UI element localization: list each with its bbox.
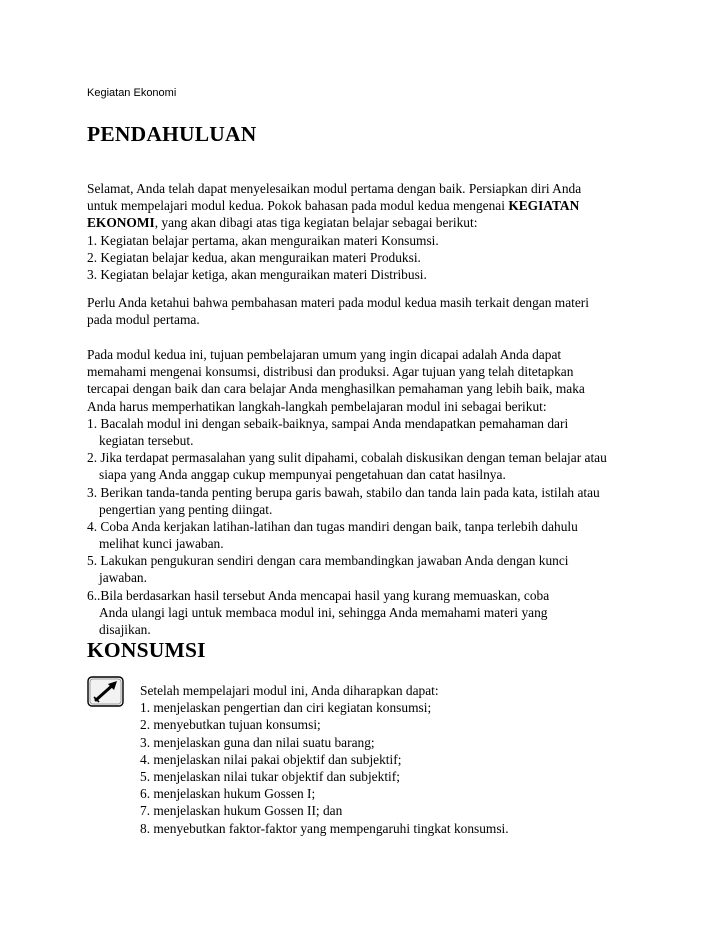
guide-line: memahami mengenai konsumsi, distribusi dan produksi. Agar tujuan yang telah ditetapkan (87, 364, 574, 380)
intro-paragraph (87, 180, 581, 283)
intro-line: Selamat, Anda telah dapat menyelesaikan modul pertama dengan baik. Persiapkan diri Anda (87, 181, 582, 196)
intro-text: untuk mempelajari modul kedua. Pokok bahasan pada modul kedua mengenai (87, 198, 509, 214)
step-item: 5. Lakukan pengukuran sendiri dengan cara membandingkan jawaban Anda dengan kunci (87, 553, 569, 569)
list-item: 2. Kegiatan belajar kedua, akan menguraikan materi Produksi. (87, 249, 421, 265)
objective-item: 5. menjelaskan nilai tukar objektif dan subjektif; (140, 768, 400, 784)
step-item: 3. Berikan tanda-tanda penting berupa garis bawah, stabilo dan tanda lain pada kata, istilah atau (87, 484, 600, 500)
intro-text: , yang akan dibagi atas tiga kegiatan belajar sebagai berikut: (154, 215, 478, 231)
step-item: 6..Bila berdasarkan hasil tersebut Anda mencapai hasil yang kurang memuaskan, coba (87, 587, 550, 603)
objectives-list (140, 682, 509, 837)
step-item-continued: melihat kunci jawaban. (99, 536, 224, 552)
objective-item: 6. menjelaskan hukum Gossen I; (140, 786, 316, 802)
step-item: 1. Bacalah modul ini dengan sebaik-baiknya, sampai Anda mendapatkan pemahaman dari (87, 415, 569, 431)
step-item-continued: siapa yang Anda anggap cukup mempunyai pengetahuan dan catat hasilnya. (99, 467, 506, 483)
intro-bold-term: KEGIATAN (508, 198, 580, 214)
step-item-continued: kegiatan tersebut. (99, 432, 194, 448)
pencil-arrow-icon (87, 676, 125, 708)
step-item-continued: pengertian yang penting diingat. (99, 501, 273, 517)
guide-line: tercapai dengan baik dan cara belajar Anda menghasilkan pemahaman yang lebih baik, maka (87, 381, 585, 397)
objective-item: 7. menjelaskan hukum Gossen II; dan (140, 803, 343, 819)
list-item: 1. Kegiatan belajar pertama, akan menguraikan materi Konsumsi. (87, 232, 439, 248)
step-item-continued: Anda ulangi lagi untuk membaca modul ini, sehingga Anda memahami materi yang (99, 604, 548, 620)
list-item: 3. Kegiatan belajar ketiga, akan menguraikan materi Distribusi. (87, 266, 427, 282)
guide-paragraph (87, 346, 607, 638)
objective-item: 4. menjelaskan nilai pakai objektif dan subjektif; (140, 751, 402, 767)
guide-line: Pada modul kedua ini, tujuan pembelajaran umum yang ingin dicapai adalah Anda dapat (87, 347, 562, 362)
guide-line: Anda harus memperhatikan langkah-langkah pembelajaran modul ini sebagai berikut: (87, 398, 547, 414)
document-header: Kegiatan Ekonomi (87, 87, 177, 99)
intro-bold-term: EKONOMI (87, 215, 155, 231)
section-title-konsumsi: KONSUMSI (87, 638, 206, 662)
step-item: 4. Coba Anda kerjakan latihan-latihan dan tugas mandiri dengan baik, tanpa terlebih dahulu (87, 518, 578, 534)
intro-line (87, 197, 581, 214)
objective-item: 8. menyebutkan faktor-faktor yang mempengaruhi tingkat konsumsi. (140, 820, 509, 836)
objectives-intro: Setelah mempelajari modul ini, Anda diharapkan dapat: (140, 683, 439, 698)
note-line: pada modul pertama. (87, 312, 200, 328)
step-item-continued: jawaban. (99, 570, 147, 586)
step-item-continued: disajikan. (99, 622, 151, 637)
objective-item: 1. menjelaskan pengertian dan ciri kegiatan konsumsi; (140, 700, 432, 716)
note-paragraph (87, 294, 589, 328)
step-item: 2. Jika terdapat permasalahan yang sulit dipahami, cobalah diskusikan dengan teman belajar atau (87, 450, 607, 466)
section-title-pendahuluan: PENDAHULUAN (87, 122, 257, 146)
intro-line (87, 214, 581, 231)
note-line: Perlu Anda ketahui bahwa pembahasan materi pada modul kedua masih terkait dengan materi (87, 295, 589, 310)
objective-item: 2. menyebutkan tujuan konsumsi; (140, 717, 321, 733)
objective-item: 3. menjelaskan guna dan nilai suatu barang; (140, 734, 375, 750)
